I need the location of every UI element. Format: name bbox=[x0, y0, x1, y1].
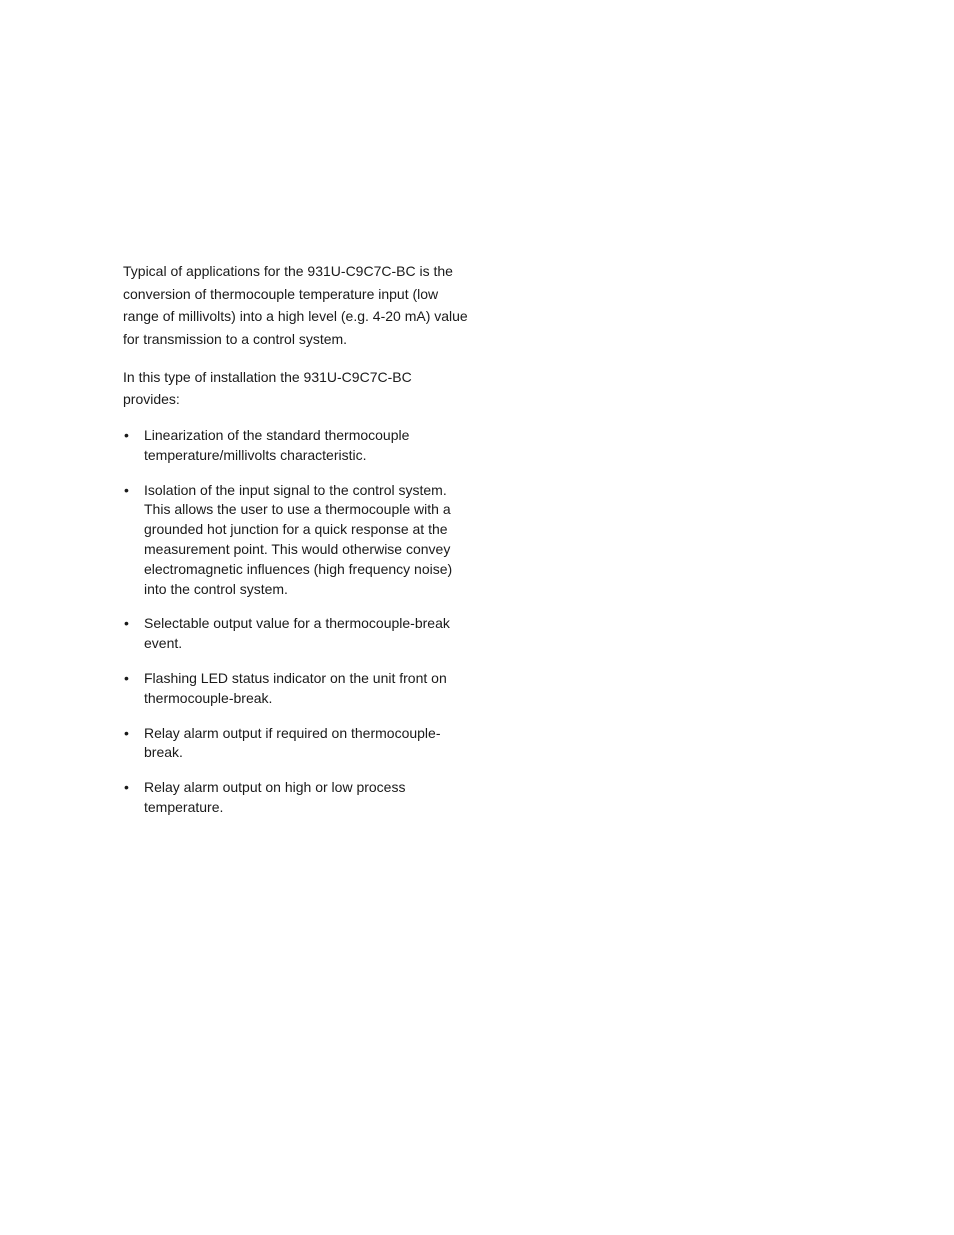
list-item-text: Isolation of the input signal to the control system. This allows the user to use a thermocouple with a grounded hot junction for a quick response at the measurement point. This would otherwise convey electromagnetic influences (high frequency noise) into the control system. bbox=[144, 481, 453, 597]
bullet-icon: • bbox=[124, 669, 129, 686]
list-item-text: Flashing LED status indicator on the unit front on thermocouple-break. bbox=[144, 669, 447, 706]
feature-list bbox=[123, 426, 469, 818]
intro-paragraph-1: Typical of applications for the 931U-C9C7C-BC is the conversion of thermocouple temperature input (low range of millivolts) into a high level (e.g. 4-20 mA) value for transmission to a control system. bbox=[123, 263, 468, 347]
document-body bbox=[123, 260, 469, 833]
list-item-text: Linearization of the standard thermocouple temperature/millivolts characteristic. bbox=[144, 427, 410, 463]
list-item-text: Relay alarm output if required on thermocouple-break. bbox=[144, 724, 441, 761]
bullet-icon: • bbox=[124, 724, 129, 741]
bullet-icon: • bbox=[124, 779, 129, 796]
bullet-icon: • bbox=[124, 481, 129, 498]
intro-paragraph-2: In this type of installation the 931U-C9C7C-BC provides: bbox=[123, 369, 412, 407]
list-item bbox=[123, 724, 469, 764]
list-item-text: Selectable output value for a thermocouple-break event. bbox=[144, 615, 450, 652]
bullet-icon: • bbox=[124, 427, 129, 443]
list-item-text: Relay alarm output on high or low process temperature. bbox=[144, 779, 406, 815]
list-item bbox=[123, 426, 469, 466]
list-item bbox=[123, 614, 469, 654]
list-item bbox=[123, 778, 469, 818]
bullet-icon: • bbox=[124, 615, 129, 632]
list-item bbox=[123, 481, 469, 600]
list-item bbox=[123, 669, 469, 709]
